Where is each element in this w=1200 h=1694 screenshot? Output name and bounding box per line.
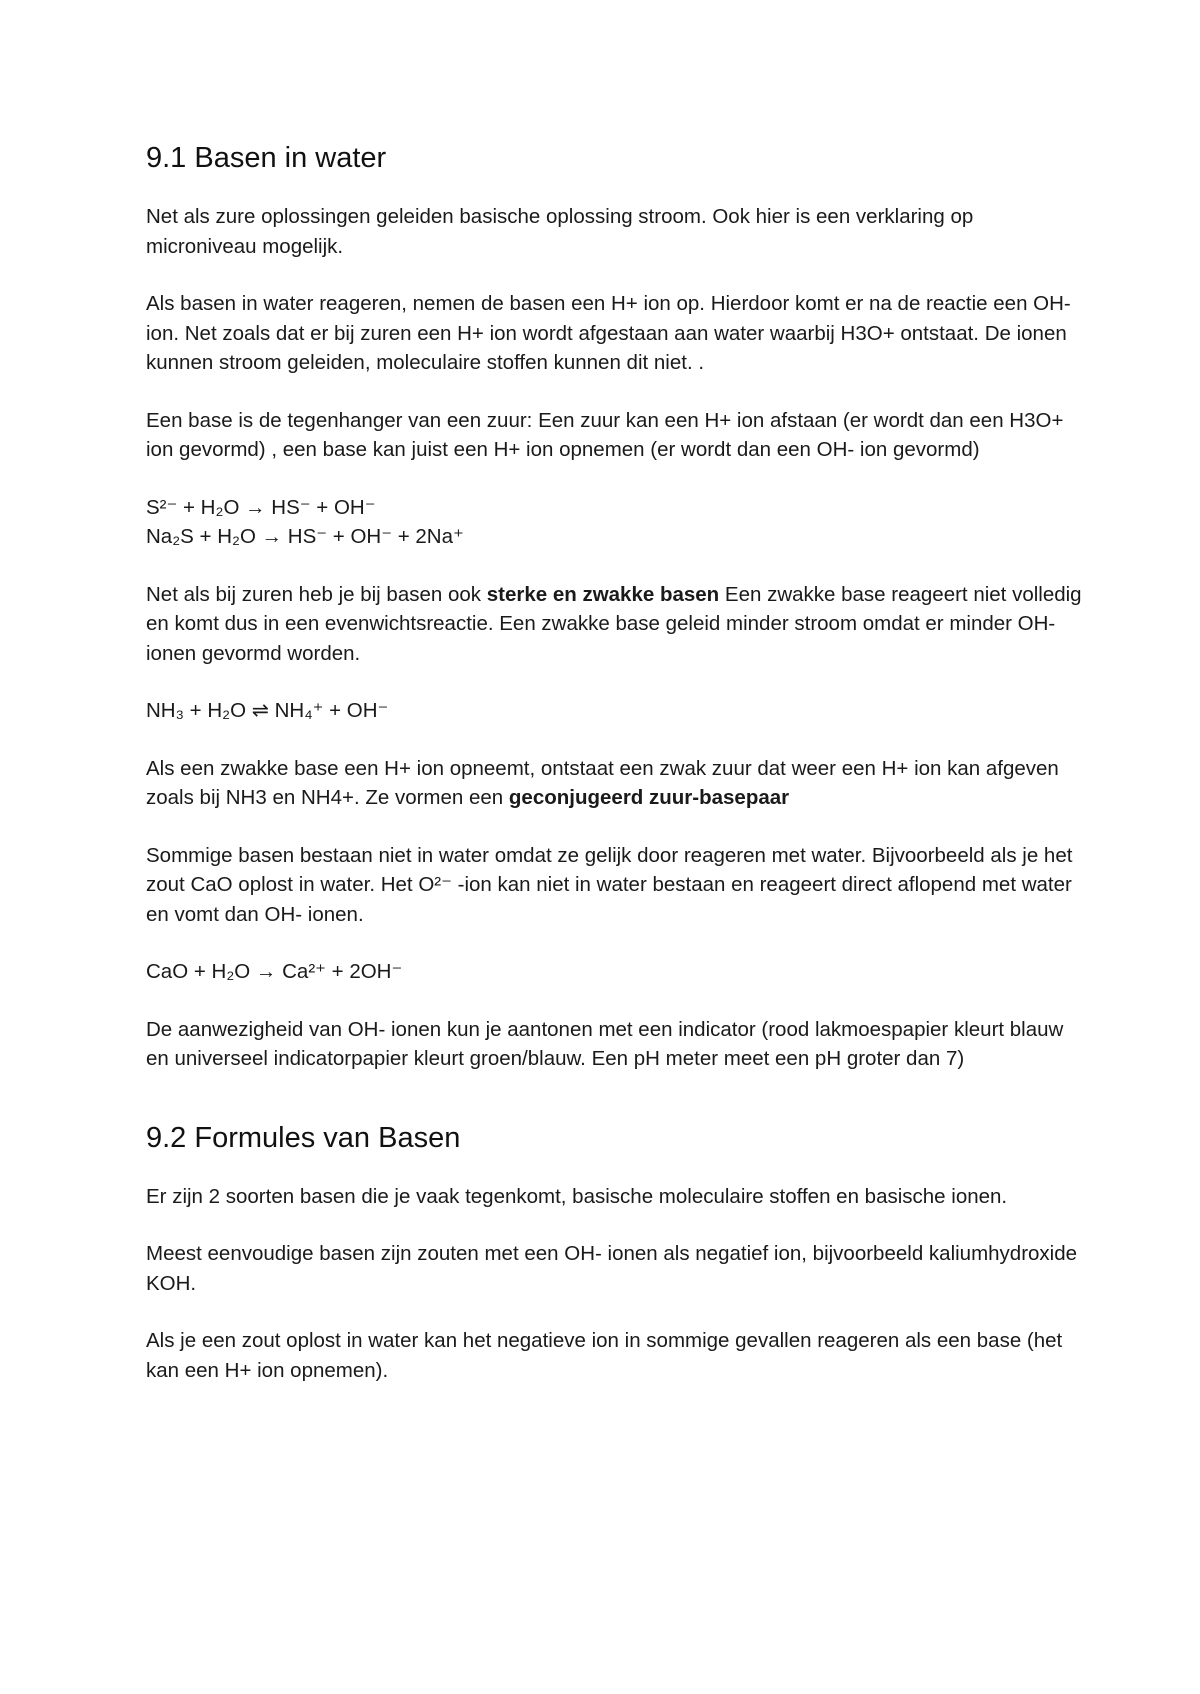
text-segment: Een zwakke base reageert niet volledig en komt dus in een evenwichtsreactie. Een zwakke base geleid minder stroom omdat er minder OH- ionen gevormd worden. bbox=[146, 582, 1082, 665]
paragraph-eenvoudige-basen: Meest eenvoudige basen zijn zouten met een OH- ionen als negatief ion, bijvoorbeeld kaliumhydroxide KOH. bbox=[146, 1242, 1078, 1295]
section-heading-basen-in-water: 9.1 Basen in water bbox=[146, 142, 387, 174]
section-heading-formules-van-basen: 9.2 Formules van Basen bbox=[146, 1121, 461, 1154]
paragraph-sterke-zwakke-basen bbox=[146, 580, 1086, 669]
equation-block-sulfide bbox=[146, 493, 1086, 552]
paragraph-zout-oplossen: Als je een zout oplost in water kan het negatieve ion in sommige gevallen reageren als een base (het kan een H+ ion opnemen). bbox=[146, 1329, 1063, 1382]
text-segment: Als een zwakke base een H+ ion opneemt, ontstaat een zwak zuur dat weer een H+ ion kan afgeven zoals bij NH3 en NH4+. Ze vormen een bbox=[146, 756, 1059, 809]
paragraph-basen-reageren: Als basen in water reageren, nemen de basen een H+ ion op. Hierdoor komt er na de reactie een OH- ion. Net zoals dat er bij zuren een H+ ion wordt afgestaan aan water waarbij H3O+ ontstaat. De ionen kunnen stroom geleiden, moleculaire stoffen kunnen dit niet. . bbox=[146, 292, 1071, 374]
equation-natriumsulfide: Na₂S + H₂O → HS⁻ + OH⁻ + 2Na⁺ bbox=[146, 525, 464, 548]
equation-cao: CaO + H₂O → Ca²⁺ + 2OH⁻ bbox=[146, 960, 403, 983]
paragraph-soorten-basen: Er zijn 2 soorten basen die je vaak tegenkomt, basische moleculaire stoffen en basische ionen. bbox=[146, 1184, 1008, 1208]
paragraph-indicator: De aanwezigheid van OH- ionen kun je aantonen met een indicator (rood lakmoespapier kleurt blauw en universeel indicatorpapier kleurt groen/blauw. Een pH meter meet een pH groter dan 7) bbox=[146, 1017, 1064, 1070]
paragraph-zuur-basepaar bbox=[146, 754, 1086, 813]
bold-term-zuur-basepaar: geconjugeerd zuur-basepaar bbox=[508, 786, 790, 809]
equation-block-ammoniak bbox=[146, 696, 1086, 726]
paragraph-intro: Net als zure oplossingen geleiden basische oplossing stroom. Ook hier is een verklaring op microniveau mogelijk. bbox=[146, 205, 974, 258]
bold-term-sterke-zwakke-basen: sterke en zwakke basen bbox=[486, 582, 720, 606]
equation-sulfide: S²⁻ + H₂O → HS⁻ + OH⁻ bbox=[146, 495, 376, 519]
equation-ammoniak: NH₃ + H₂O ⇌ NH₄⁺ + OH⁻ bbox=[146, 699, 389, 722]
text-segment: Net als bij zuren heb je bij basen ook bbox=[146, 582, 487, 606]
paragraph-cao: Sommige basen bestaan niet in water omdat ze gelijk door reageren met water. Bijvoorbeeld als je het zout CaO oplost in water. Het O²⁻ -ion kan niet in water bestaan en reageert direct aflopend met water en vomt dan OH- ionen. bbox=[146, 843, 1073, 926]
equation-block-cao bbox=[146, 957, 1086, 987]
document-page bbox=[146, 140, 1086, 1385]
paragraph-tegenhanger: Een base is de tegenhanger van een zuur: Een zuur kan een H+ ion afstaan (er wordt dan een H3O+ ion gevormd) , een base kan juist een H+ ion opnemen (er wordt dan een OH- ion gevormd) bbox=[146, 408, 1064, 461]
